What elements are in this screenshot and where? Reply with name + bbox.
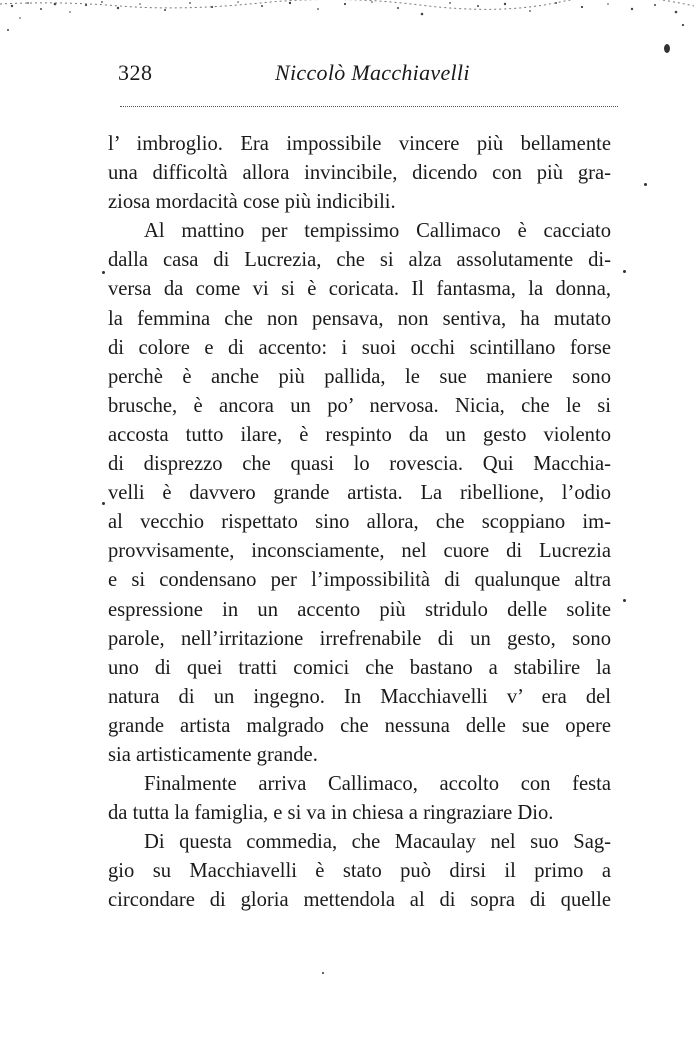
scan-speck bbox=[102, 271, 105, 274]
body-text bbox=[108, 130, 618, 916]
text-line: al vecchio rispettato sino allora, che scoppiano im- bbox=[108, 511, 611, 534]
text-line: velli è davvero grande artista. La ribellione, l’odio bbox=[108, 482, 611, 505]
text-line: la femmina che non pensava, non sentiva, ha mutato bbox=[108, 307, 611, 330]
text-line: parole, nell’irritazione irrefrenabile di un gesto, sono bbox=[108, 627, 611, 650]
text-line: Finalmente arriva Callimaco, accolto con festa bbox=[144, 773, 611, 796]
text-line: l’ imbroglio. Era impossibile vincere più bellamente bbox=[108, 133, 611, 155]
text-line: e si condensano per l’impossibilità di qualunque altra bbox=[108, 569, 611, 592]
scan-speck bbox=[623, 270, 626, 273]
scan-speck bbox=[644, 183, 647, 186]
text-line: Al mattino per tempissimo Callimaco è cacciato bbox=[144, 220, 611, 243]
text-line: gio su Macchiavelli è stato può dirsi il primo a bbox=[108, 860, 611, 883]
text-line: accosta tutto ilare, è respinto da un gesto violento bbox=[108, 423, 611, 446]
page-header bbox=[110, 58, 620, 98]
text-line: natura di un ingegno. In Macchiavelli v’ era del bbox=[108, 685, 611, 708]
text-line: una difficoltà allora invincibile, dicendo con più gra- bbox=[108, 162, 611, 185]
text-line: provvisamente, inconsciamente, nel cuore di Lucrezia bbox=[108, 540, 611, 563]
text-line: di colore e di accento: i suoi occhi scintillano forse bbox=[108, 336, 611, 359]
running-head: Niccolò Macchiavelli bbox=[275, 60, 470, 85]
text-line: circondare di gloria mettendola al di sopra di quelle bbox=[108, 889, 611, 912]
text-line: grande artista malgrado che nessuna delle sue opere bbox=[108, 714, 611, 737]
scan-speck bbox=[322, 972, 324, 974]
text-line: versa da come vi si è coricata. Il fantasma, la donna, bbox=[108, 278, 611, 301]
text-line: sia artisticamente grande. bbox=[108, 743, 318, 766]
text-line: brusche, è ancora un po’ nervosa. Nicia, che le si bbox=[108, 394, 611, 417]
scan-speck bbox=[623, 599, 626, 602]
text-line: perchè è anche più pallida, le sue maniere sono bbox=[108, 365, 611, 388]
header-divider bbox=[120, 106, 618, 107]
text-line: dalla casa di Lucrezia, che si alza assolutamente di- bbox=[108, 249, 611, 272]
text-line: uno di quei tratti comici che bastano a stabilire la bbox=[108, 656, 611, 679]
text-line: Di questa commedia, che Macaulay nel suo Sag- bbox=[144, 831, 611, 854]
text-line: ziosa mordacità cose più indicibili. bbox=[108, 191, 396, 214]
scan-speck bbox=[664, 44, 670, 53]
text-line: di disprezzo che quasi lo rovescia. Qui Macchia- bbox=[108, 453, 611, 476]
text-line: espressione in un accento più stridulo delle solite bbox=[108, 598, 611, 621]
scan-speck bbox=[102, 502, 105, 505]
text-line: da tutta la famiglia, e si va in chiesa a ringraziare Dio. bbox=[108, 802, 554, 825]
page-number: 328 bbox=[118, 60, 153, 85]
scanned-page-edge bbox=[0, 0, 694, 40]
